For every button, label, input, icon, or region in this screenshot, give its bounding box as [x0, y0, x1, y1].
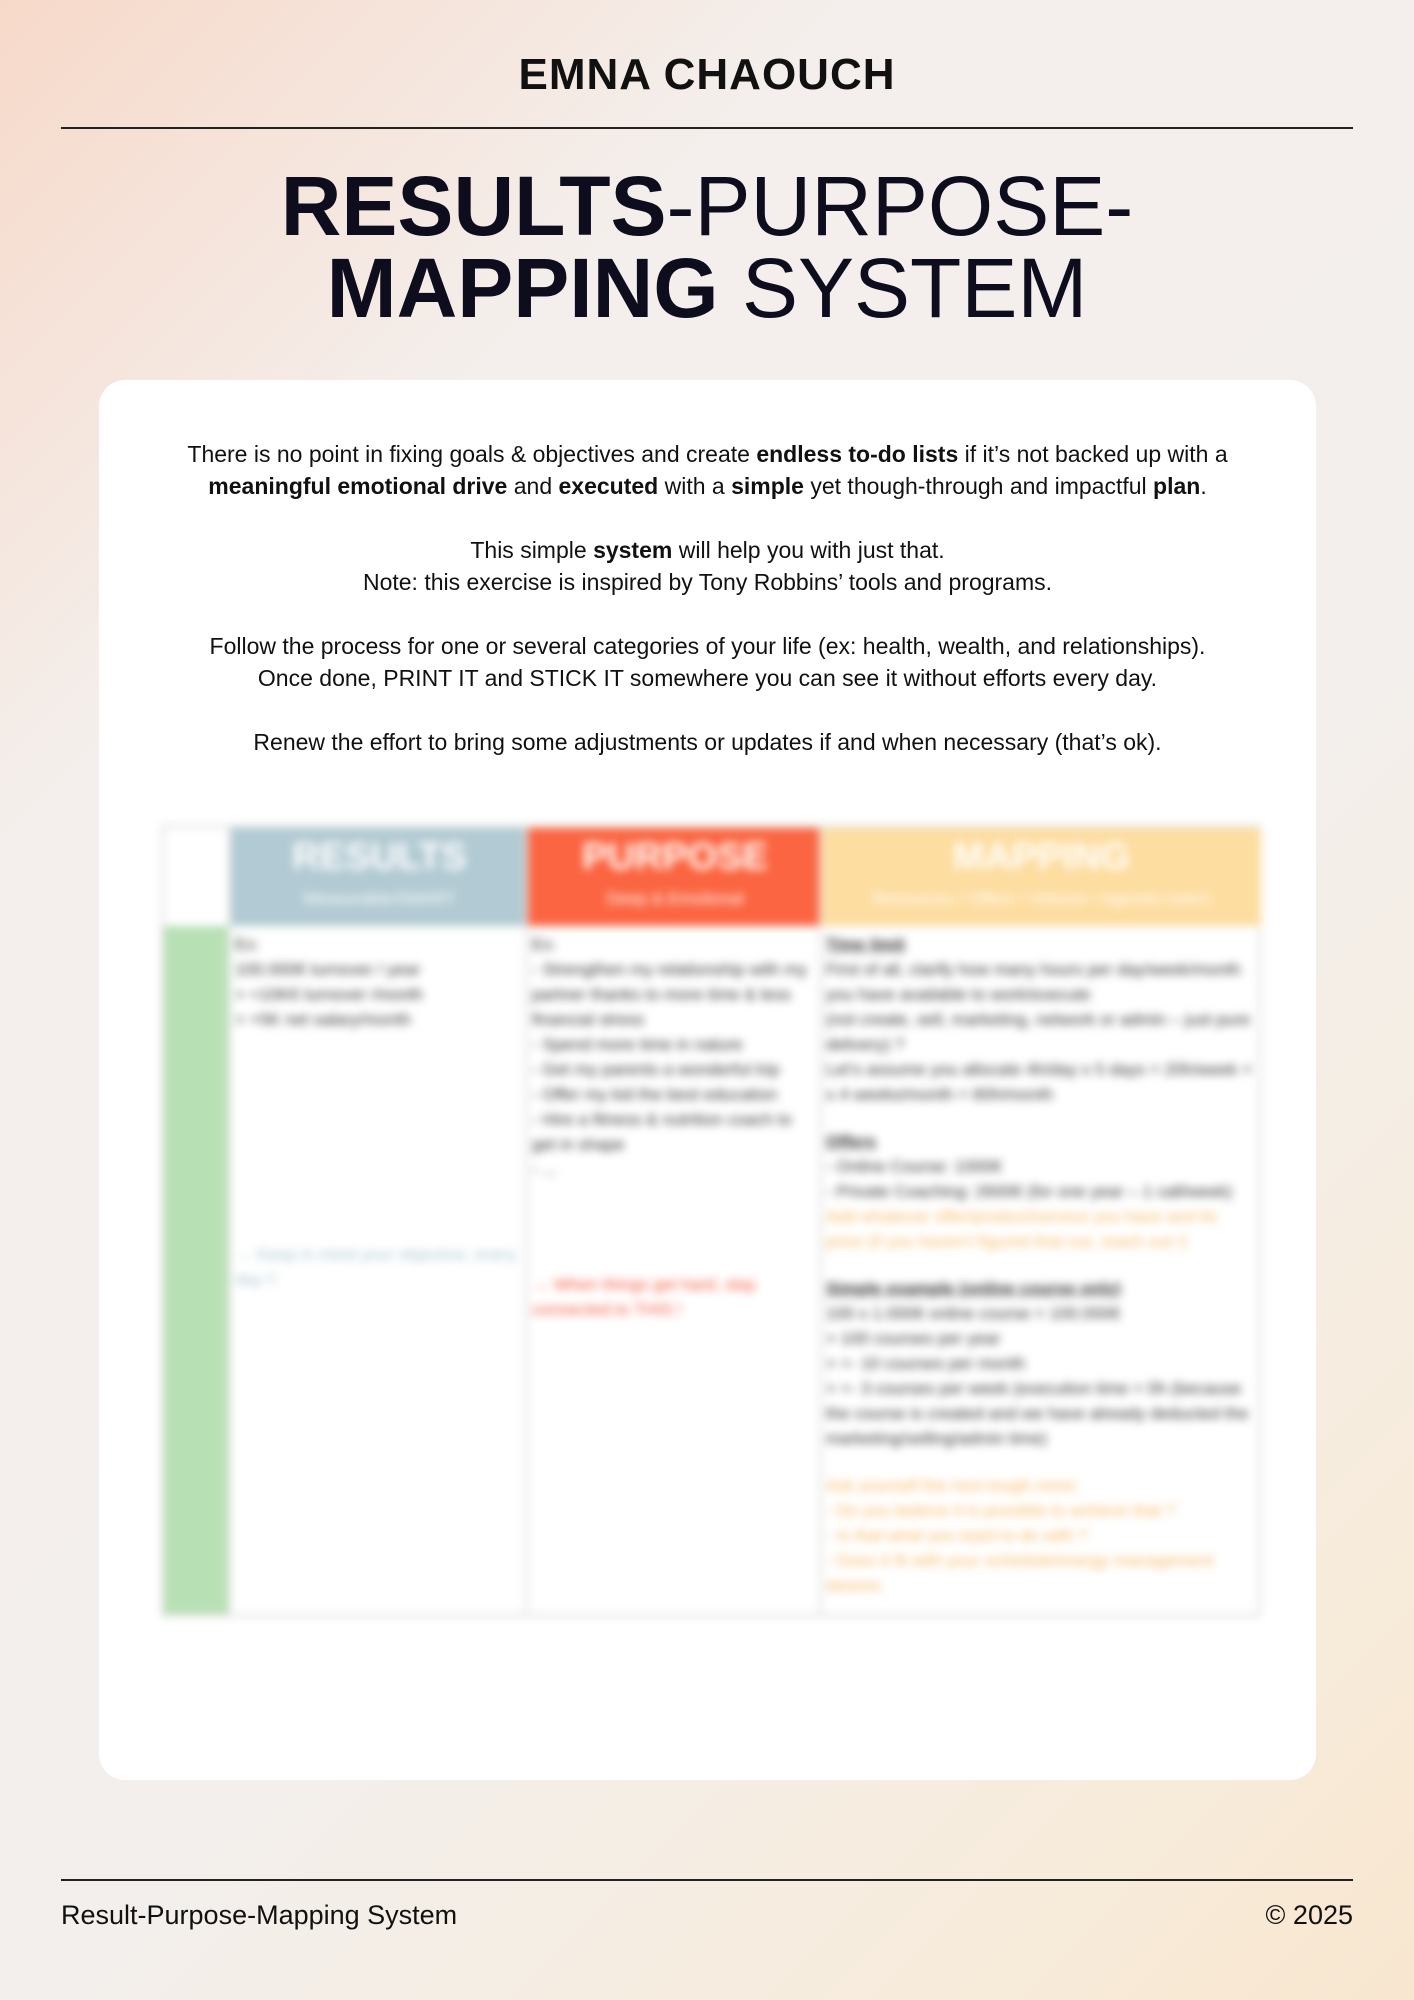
intro-text-span: Once done, PRINT IT and STICK IT somewhere you can see it without efforts every day.: [257, 665, 1158, 691]
results-header-subtitle: Measurable/SMART: [303, 889, 456, 908]
content-card: [99, 380, 1316, 1780]
intro-note: Note: this exercise is inspired by Tony Robbins’ tools and programs.: [362, 569, 1053, 595]
purpose-note: → When things get hard, stay connected to THIS !: [532, 1275, 756, 1319]
category-column: [164, 828, 228, 1614]
results-line: > +10K€ turnover /month: [235, 985, 424, 1004]
intro-bold-system: system: [593, 537, 673, 563]
intro-text-span: .: [1200, 473, 1207, 499]
purpose-line: - Spend more time in nature: [532, 1035, 743, 1054]
mapping-line: > +- 10 courses per month: [826, 1354, 1026, 1373]
mapping-line: Let’s assume you allocate 4h/day x 5 days = 20h/week = x 4 weeks/month = 80h/month: [826, 1060, 1252, 1104]
results-column: [228, 828, 528, 1614]
mapping-heading: Time limit: [826, 935, 906, 954]
intro-text-span: This simple: [470, 537, 594, 563]
results-line: Ex:: [235, 935, 260, 954]
mapping-note: - Does it fit with your schedule/energy management desires: [826, 1551, 1214, 1595]
intro-text-span: yet though-through and impactful: [803, 473, 1154, 499]
results-line: > +5K net salary/month: [235, 1010, 411, 1029]
category-color-bar: [164, 926, 228, 1614]
purpose-body: [532, 932, 818, 1322]
intro-paragraph-1: [129, 438, 1286, 502]
purpose-line: Ex:: [532, 935, 557, 954]
purpose-header: [528, 828, 822, 926]
intro-paragraph-3: [129, 630, 1286, 694]
spacer: [826, 1254, 1257, 1276]
mapping-line: First of all, clarify how many hours per day/week/month you have available to work/execute: [826, 960, 1241, 1004]
mapping-line: - Online Course: 1000€: [826, 1157, 1002, 1176]
spacer: [826, 1107, 1257, 1129]
mapping-note: - Do you believe it is possible to achieve that ?: [826, 1501, 1176, 1520]
title-bold-results: RESULTS: [280, 159, 667, 253]
intro-bold-phrase: executed: [558, 473, 659, 499]
mapping-line: 100 x 1.000€ online course = 100.000€: [826, 1304, 1121, 1323]
intro-bold-phrase: endless to-do lists: [756, 441, 959, 467]
purpose-line: - ...: [532, 1160, 557, 1179]
purpose-header-title: PURPOSE: [582, 836, 768, 878]
intro-text-span: Follow the process for one or several categories of your life (ex: health, wealth, and relationships).: [209, 633, 1206, 659]
intro-paragraph-4: Renew the effort to bring some adjustments or updates if and when necessary (that’s ok).: [253, 729, 1162, 755]
title-thin-purpose: -PURPOSE-: [666, 159, 1134, 253]
intro-text-span: There is no point in fixing goals & objectives and create: [187, 441, 757, 467]
header-divider: [61, 127, 1353, 129]
intro-bold-phrase: plan: [1153, 473, 1201, 499]
mapping-body: [826, 932, 1257, 1598]
mapping-line: - Private Coaching: 2600€ (for one year – 1 call/week): [826, 1182, 1233, 1201]
mapping-header: [822, 828, 1261, 926]
footer-copyright: © 2025: [1265, 1900, 1353, 1930]
spacer: [826, 1451, 1257, 1473]
mapping-heading: Offers: [826, 1132, 877, 1151]
mapping-column: [819, 828, 1261, 1614]
intro-text-span: and: [507, 473, 559, 499]
results-header: [231, 828, 528, 926]
results-header-title: RESULTS: [292, 836, 467, 878]
mapping-note: - Is that what you want to do with ?: [826, 1526, 1088, 1545]
intro-text: [129, 438, 1286, 790]
purpose-header-subtitle: Deep & Emotional: [606, 889, 744, 908]
purpose-column: [525, 828, 822, 1614]
results-line: 100.000€ turnover / year: [235, 960, 421, 979]
intro-bold-phrase: meaningful emotional drive: [208, 473, 508, 499]
footer-divider: [61, 1879, 1353, 1881]
title-thin-system: SYSTEM: [718, 241, 1088, 335]
intro-bold-phrase: simple: [731, 473, 804, 499]
mapping-header-subtitle: Resources • Offers • Volume • Agenda match: [872, 889, 1211, 908]
mapping-header-title: MAPPING: [952, 836, 1131, 878]
page-title: [0, 159, 1414, 335]
purpose-line: - Get my parents a wonderful trip: [532, 1060, 780, 1079]
intro-text-span: with a: [658, 473, 732, 499]
mapping-note: Add whatever offer/product/service you have and its price (if you haven’t figured that out, reach out !): [826, 1207, 1217, 1251]
results-body: [235, 932, 524, 1292]
intro-paragraph-2: [129, 534, 1286, 598]
footer-title: Result-Purpose-Mapping System: [61, 1900, 458, 1930]
mapping-heading: Simple example (online course only): [826, 1279, 1121, 1298]
author-name: EMNA CHAOUCH: [518, 50, 896, 99]
mapping-line: (not create, sell, marketing, network or admin – just pure delivery) ?: [826, 1010, 1251, 1054]
purpose-line: - Hire a fitness & nutrition coach to get in shape: [532, 1110, 792, 1154]
rpm-table-preview: [161, 825, 1261, 1617]
title-bold-mapping: MAPPING: [326, 241, 719, 335]
intro-text-span: if it’s not backed up with a: [958, 441, 1228, 467]
mapping-line: > 100 courses per year: [826, 1329, 1001, 1348]
results-note: → Keep in mind your objective, every day !!: [235, 1245, 517, 1289]
intro-text-span: will help you with just that.: [672, 537, 945, 563]
mapping-line: > +- 3 courses per week (execution time = 0h (because the course is created and we have already deducted the marketing/selling/admin time): [826, 1379, 1249, 1448]
mapping-note: Ask yourself the next tough more:: [826, 1476, 1080, 1495]
purpose-line: - Strengthen my relationship with my partner thanks to more time & less financial stress: [532, 960, 807, 1029]
purpose-line: - Offer my kid the best education: [532, 1085, 778, 1104]
